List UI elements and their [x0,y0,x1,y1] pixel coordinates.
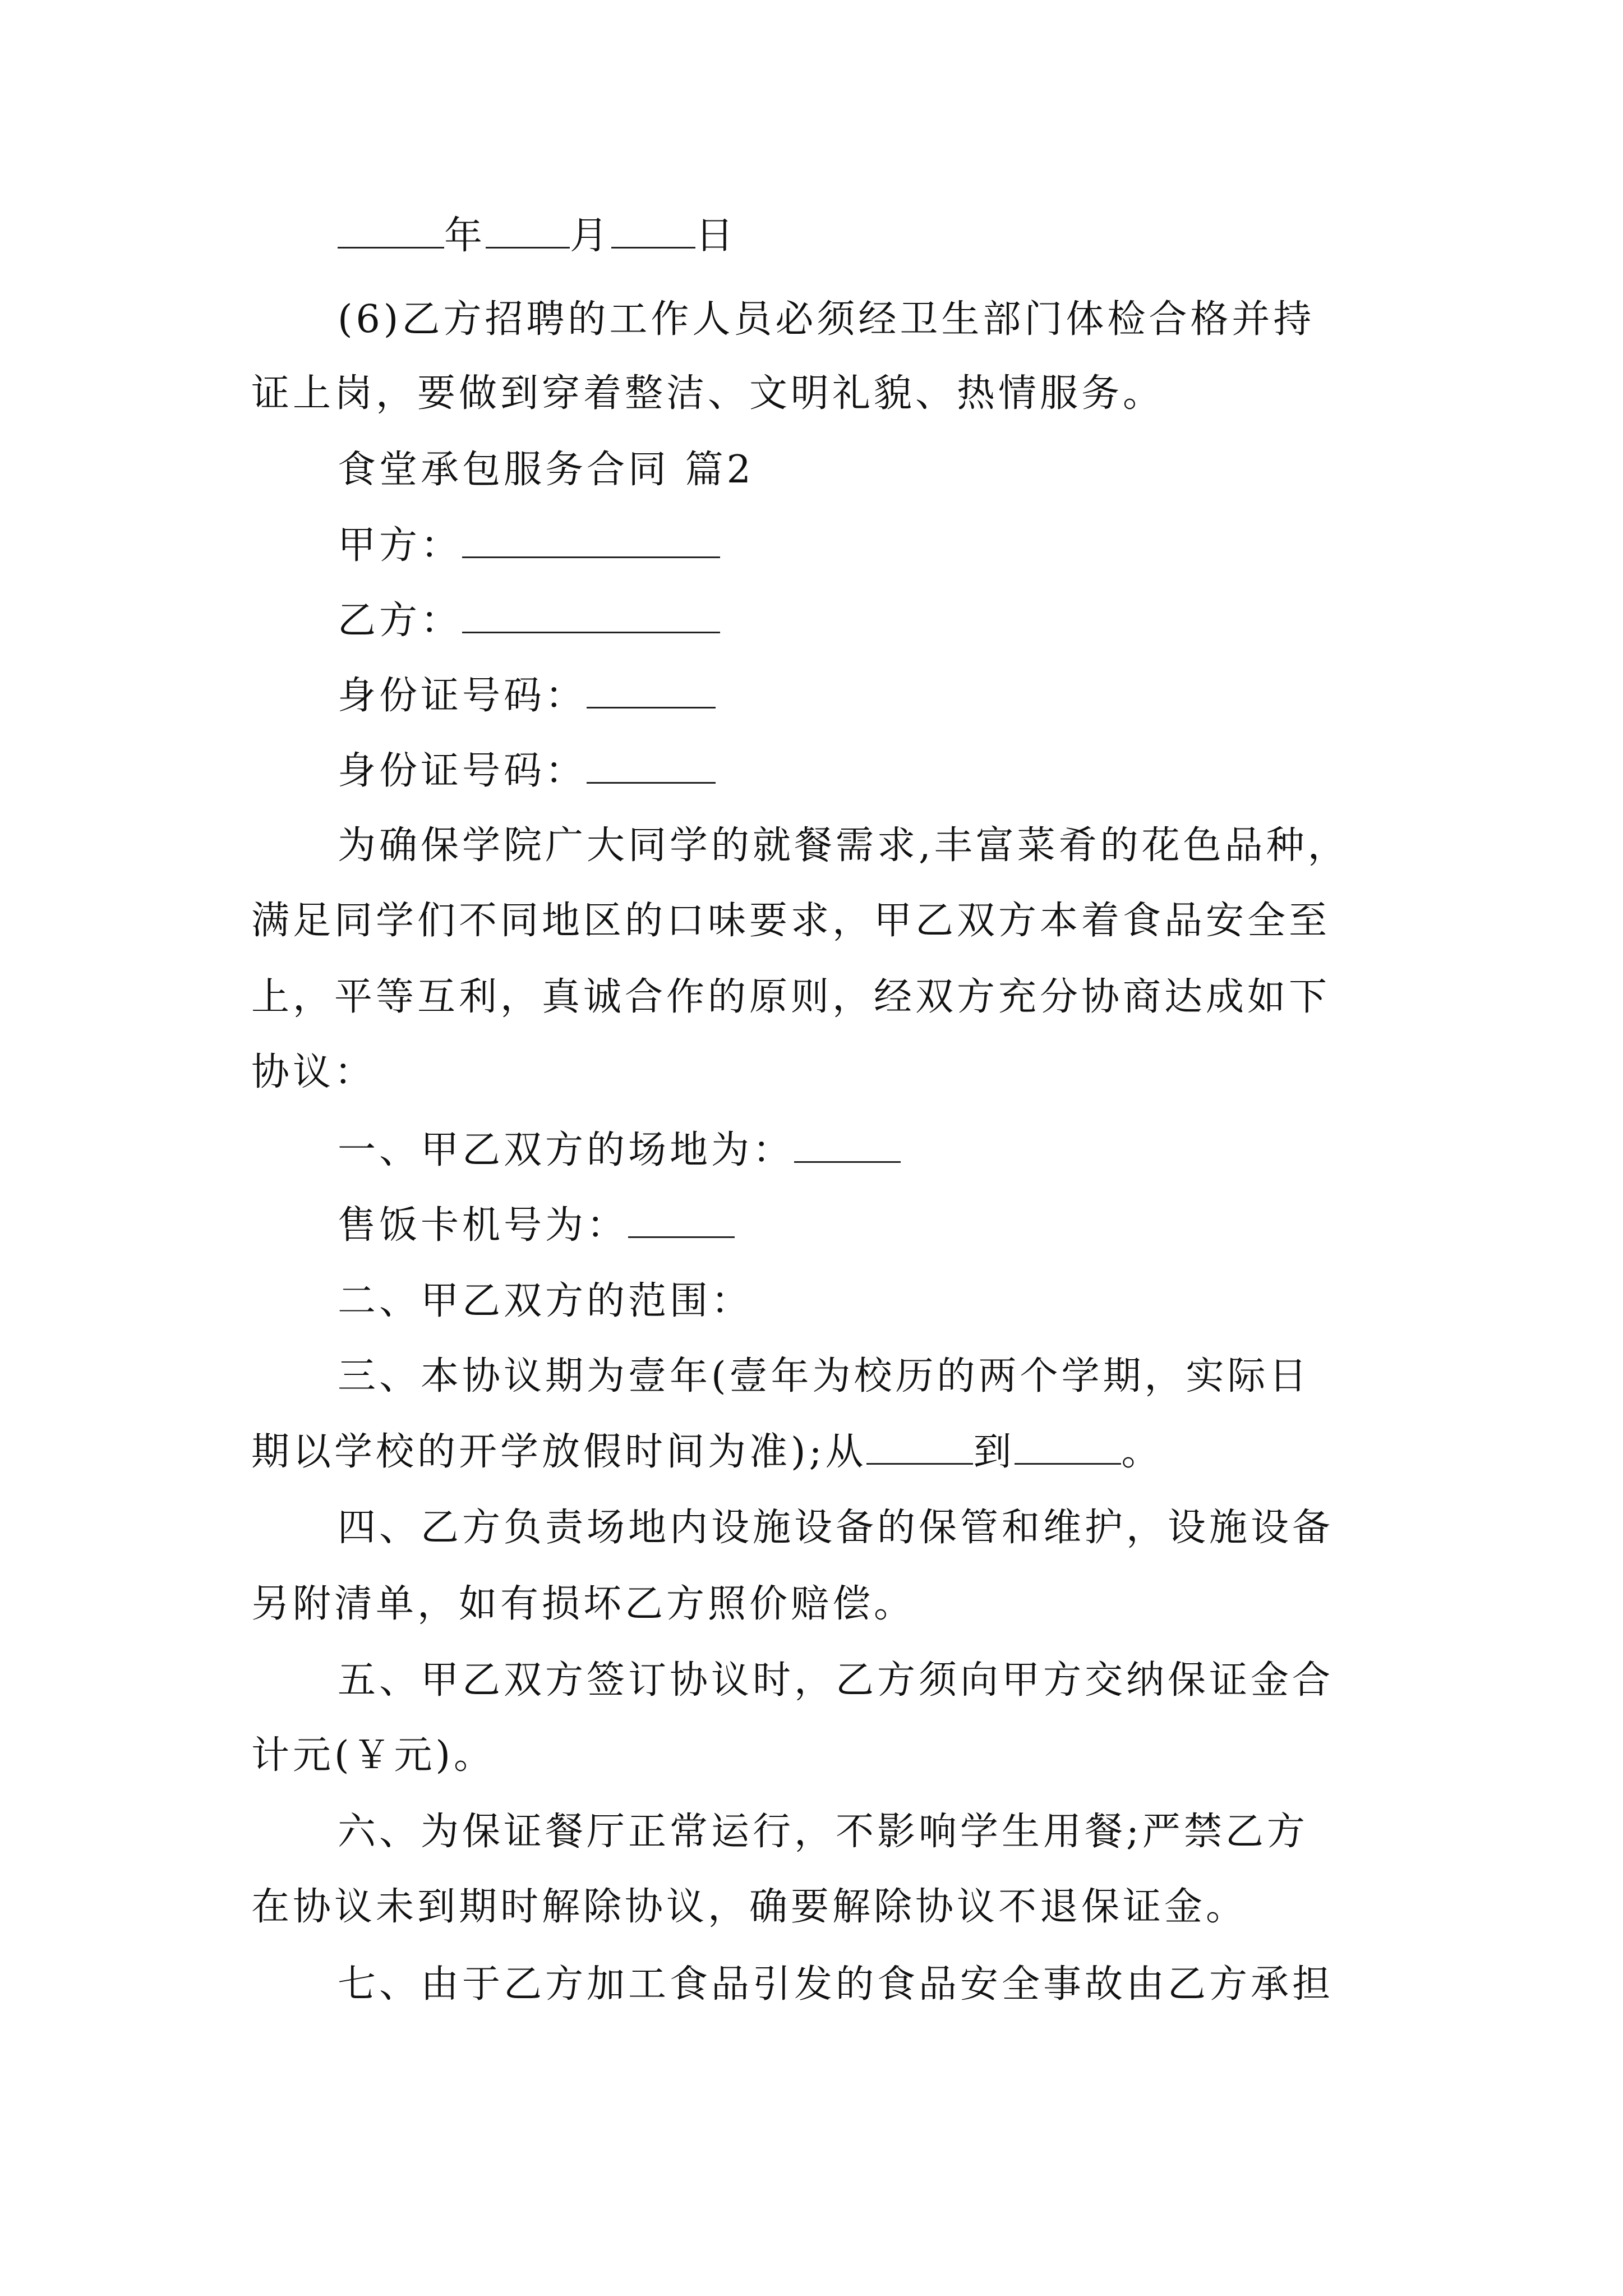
card-machine-line [338,1203,1465,1248]
clause7-line1: 七、由于乙方加工食品引发的食品安全事故由乙方承担 [338,1962,1334,2007]
site-blank [794,1128,901,1163]
intro-line3: 上，平等互利，真诚合作的原则，经双方充分协商达成如下 [251,975,1331,1019]
date-line [338,213,1465,259]
clause1-line [338,1128,1465,1173]
clause3-line1: 三、本协议期为壹年(壹年为校历的两个学期，实际日 [338,1354,1311,1398]
clause1-text: 一、甲乙双方的场地为： [338,1128,795,1172]
clause3-text-a: 期以学校的开学放假时间为准);从 [251,1430,867,1474]
clause3-text-c: 。 [1121,1430,1163,1474]
clause3-text-b: 到 [973,1430,1015,1474]
id-label-1: 身份证号码： [338,674,587,718]
intro-line1: 为确保学院广大同学的就餐需求,丰富菜肴的花色品种， [338,823,1349,868]
year-label: 年 [444,214,486,258]
party-b-label: 乙方： [338,599,463,643]
party-a-line [338,523,1465,568]
id-line-1 [338,673,1465,719]
party-b-line [338,598,1465,643]
start-date-blank [866,1429,973,1465]
day-blank [611,213,695,249]
year-blank [338,213,444,249]
clause5-line1: 五、甲乙双方签订协议时，乙方须向甲方交纳保证金合 [338,1658,1334,1703]
item6-line1: (6)乙方招聘的工作人员必须经卫生部门体检合格并持 [338,297,1315,342]
month-blank [486,213,570,249]
section-title: 食堂承包服务合同 篇2 [338,448,754,492]
id-blank-1 [587,673,716,708]
clause2-line: 二、甲乙双方的范围： [338,1279,753,1323]
clause4-line2: 另附清单，如有损坏乙方照价赔偿。 [251,1582,916,1626]
party-a-label: 甲方： [338,523,463,568]
party-a-blank [462,523,720,558]
clause4-line1: 四、乙方负责场地内设施设备的保管和维护，设施设备 [338,1506,1334,1550]
day-label: 日 [695,214,737,258]
intro-line4: 协议： [251,1050,376,1094]
card-machine-blank [628,1203,735,1238]
id-blank-2 [587,748,716,784]
clause6-line2: 在协议未到期时解除协议，确要解除协议不退保证金。 [251,1885,1248,1929]
party-b-blank [462,598,720,633]
clause5-line2: 计元(￥元)。 [251,1733,496,1778]
clause3-line2 [251,1429,1378,1475]
intro-line2: 满足同学们不同地区的口味要求，甲乙双方本着食品安全至 [251,899,1331,943]
item6-line2: 证上岗，要做到穿着整洁、文明礼貌、热情服务。 [251,371,1165,416]
card-machine-text: 售饭卡机号为： [338,1203,629,1248]
clause6-line1: 六、为保证餐厅正常运行，不影响学生用餐;严禁乙方 [338,1810,1308,1854]
end-date-blank [1015,1429,1121,1465]
month-label: 月 [570,214,612,258]
id-label-2: 身份证号码： [338,749,587,793]
id-line-2 [338,748,1465,794]
